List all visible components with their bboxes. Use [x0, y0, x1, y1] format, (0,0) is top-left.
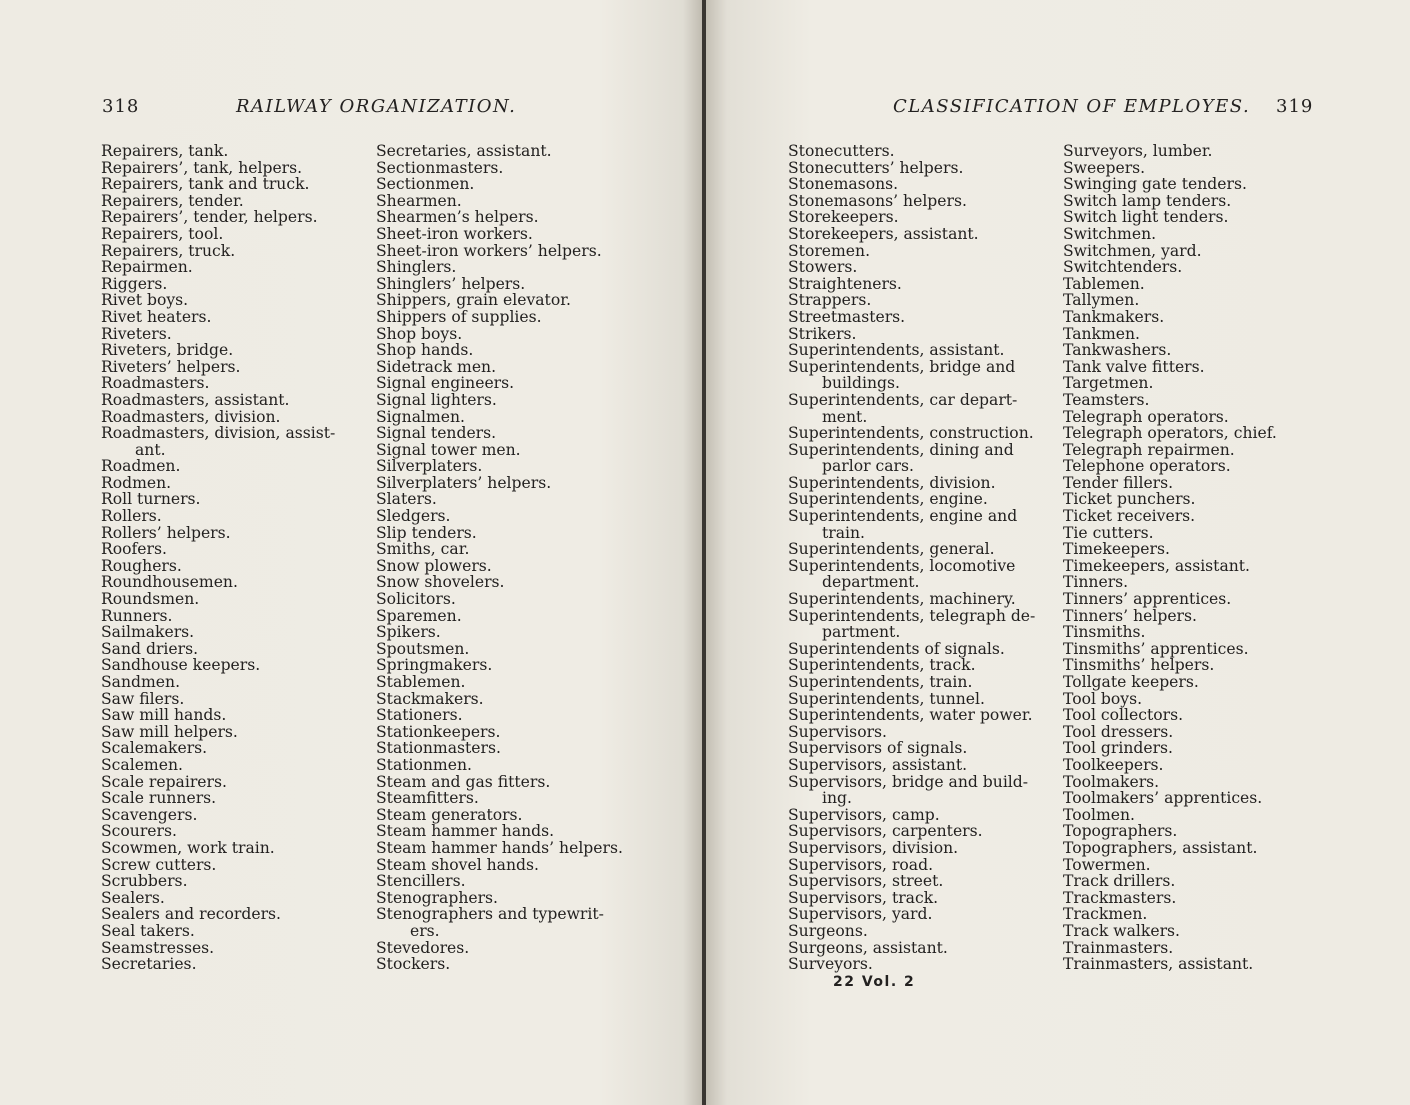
list-item: Signal tenders.: [376, 424, 497, 443]
right-column-2: [1063, 143, 1277, 973]
list-item: parlor cars.: [822, 457, 914, 476]
list-item: Signal engineers.: [376, 374, 515, 393]
list-item: Steam shovel hands.: [376, 855, 539, 874]
list-item: Seal takers.: [101, 921, 195, 940]
list-item: Steam and gas fitters.: [376, 772, 551, 791]
list-item: Riveters’ helpers.: [101, 357, 241, 376]
list-item: Trainmasters, assistant.: [1063, 955, 1254, 974]
list-item: buildings.: [822, 374, 900, 393]
list-item: Topographers.: [1063, 822, 1178, 841]
list-item: Scavengers.: [101, 805, 198, 824]
list-item: ers.: [410, 921, 440, 940]
list-item: Runners.: [101, 606, 173, 625]
list-item: Storemen.: [788, 241, 871, 260]
list-item: Sailmakers.: [101, 623, 195, 642]
right-running-head: CLASSIFICATION OF EMPLOYES.: [893, 96, 1251, 117]
list-item: Scale runners.: [101, 789, 217, 808]
list-item: Saw mill hands.: [101, 706, 227, 725]
list-item: Tool grinders.: [1063, 739, 1174, 758]
list-item: Trainmasters.: [1063, 938, 1174, 957]
list-item: Shippers, grain elevator.: [376, 291, 571, 310]
list-item: Sweepers.: [1063, 158, 1146, 177]
list-item: Supervisors, yard.: [788, 905, 933, 924]
list-item: Stonemasons.: [788, 175, 899, 194]
list-item: Surveyors, lumber.: [1063, 142, 1213, 160]
list-item: Superintendents, bridge and: [788, 357, 1016, 376]
list-item: ant.: [135, 440, 166, 459]
list-item: Repairers’, tank, helpers.: [101, 158, 303, 177]
list-item: Ticket punchers.: [1063, 490, 1196, 509]
list-item: Roadmasters, division.: [101, 407, 281, 426]
list-item: Switchmen, yard.: [1063, 241, 1202, 260]
list-item: Storekeepers, assistant.: [788, 224, 979, 243]
list-item: Telegraph operators.: [1063, 407, 1229, 426]
list-item: Stonecutters.: [788, 142, 895, 160]
list-item: Stationmasters.: [376, 739, 501, 758]
list-item: Rollers.: [101, 507, 162, 526]
list-item: train.: [822, 523, 866, 542]
list-item: Targetmen.: [1063, 374, 1154, 393]
list-item: Supervisors, camp.: [788, 805, 940, 824]
list-item: Silverplaters’ helpers.: [376, 473, 552, 492]
list-item: Switch lamp tenders.: [1063, 191, 1232, 210]
list-item: Sealers.: [101, 888, 165, 907]
list-item: Stationers.: [376, 706, 463, 725]
list-item: Stockers.: [376, 955, 451, 974]
list-item: Supervisors, bridge and build-: [788, 772, 1029, 791]
list-item: Tank valve fitters.: [1063, 357, 1205, 376]
list-item: ing.: [822, 789, 852, 808]
list-item: Snow shovelers.: [376, 573, 505, 592]
list-item: Supervisors, track.: [788, 888, 939, 907]
list-item: Superintendents, train.: [788, 673, 973, 691]
list-item: Silverplaters.: [376, 457, 483, 476]
list-item: Solicitors.: [376, 590, 456, 609]
list-item: Telegraph operators, chief.: [1063, 424, 1277, 443]
list-item: Slip tenders.: [376, 523, 477, 542]
list-item: Springmakers.: [376, 656, 493, 675]
list-item: ment.: [822, 407, 868, 426]
list-item: Tinsmiths’ helpers.: [1063, 656, 1215, 675]
list-item: Signalmen.: [376, 407, 465, 426]
left-running-head: RAILWAY ORGANIZATION.: [236, 96, 517, 117]
list-item: Secretaries, assistant.: [376, 142, 552, 160]
list-item: Scale repairers.: [101, 772, 227, 791]
list-item: Toolmakers’ apprentices.: [1063, 789, 1263, 808]
list-item: Swinging gate tenders.: [1063, 175, 1247, 194]
list-item: Stonemasons’ helpers.: [788, 191, 967, 210]
list-item: Toolmen.: [1063, 805, 1135, 824]
list-item: Sheet-iron workers.: [376, 224, 533, 243]
list-item: Rivet boys.: [101, 291, 189, 310]
list-item: Repairmen.: [101, 258, 193, 277]
list-item: Scrubbers.: [101, 872, 188, 891]
list-item: Tallymen.: [1063, 291, 1140, 310]
list-item: Sectionmen.: [376, 175, 475, 194]
list-item: Screw cutters.: [101, 855, 217, 874]
list-item: Sealers and recorders.: [101, 905, 281, 924]
list-item: Teamsters.: [1063, 390, 1150, 409]
list-item: Tool boys.: [1063, 689, 1143, 708]
list-item: Supervisors, road.: [788, 855, 934, 874]
list-item: Storekeepers.: [788, 208, 899, 227]
list-item: Seamstresses.: [101, 938, 215, 957]
list-item: Roll turners.: [101, 490, 201, 509]
list-item: Superintendents, construction.: [788, 424, 1034, 443]
list-item: Supervisors, division.: [788, 838, 959, 857]
list-item: Superintendents, track.: [788, 656, 976, 675]
right-page-number: 319: [1276, 96, 1314, 117]
list-item: Supervisors of signals.: [788, 739, 968, 758]
list-item: Surveyors.: [788, 955, 873, 974]
list-item: Tender fillers.: [1063, 473, 1174, 492]
list-item: Smiths, car.: [376, 540, 470, 559]
list-item: Riveters.: [101, 324, 172, 343]
list-item: Sand driers.: [101, 639, 199, 658]
list-item: Superintendents, locomotive: [788, 556, 1016, 575]
list-item: Steam hammer hands’ helpers.: [376, 838, 623, 857]
right-page: [706, 0, 1410, 1105]
list-item: Sheet-iron workers’ helpers.: [376, 241, 602, 260]
list-item: Stackmakers.: [376, 689, 484, 708]
list-item: Repairers, truck.: [101, 241, 236, 260]
list-item: Superintendents, dining and: [788, 440, 1014, 459]
signature-mark: 22 Vol. 2: [833, 974, 916, 990]
list-item: Stevedores.: [376, 938, 470, 957]
list-item: Riggers.: [101, 274, 168, 293]
left-header: [0, 96, 704, 120]
list-item: Steam generators.: [376, 805, 523, 824]
list-item: Stowers.: [788, 258, 858, 277]
list-item: Roadmen.: [101, 457, 181, 476]
list-item: Riveters, bridge.: [101, 341, 234, 360]
list-item: Stencillers.: [376, 872, 466, 891]
list-item: Stationmen.: [376, 755, 472, 774]
list-item: Superintendents, tunnel.: [788, 689, 985, 708]
list-item: Roadmasters.: [101, 374, 210, 393]
list-item: Tankwashers.: [1063, 341, 1172, 360]
list-item: Signal lighters.: [376, 390, 497, 409]
list-item: Ticket receivers.: [1063, 507, 1196, 526]
list-item: Tinners’ helpers.: [1063, 606, 1197, 625]
list-item: Superintendents, telegraph de-: [788, 606, 1036, 625]
list-item: Repairers, tool.: [101, 224, 224, 243]
list-item: Superintendents, assistant.: [788, 341, 1005, 360]
list-item: Timekeepers.: [1063, 540, 1170, 559]
list-item: Repairers, tender.: [101, 191, 244, 210]
list-item: Spikers.: [376, 623, 441, 642]
list-item: Switchtenders.: [1063, 258, 1183, 277]
list-item: Roughers.: [101, 556, 182, 575]
list-item: Rivet heaters.: [101, 307, 212, 326]
list-item: Shearmen’s helpers.: [376, 208, 539, 227]
list-item: Superintendents of signals.: [788, 639, 1005, 658]
list-item: Surgeons.: [788, 921, 868, 940]
list-item: Superintendents, car depart-: [788, 390, 1018, 409]
list-item: Superintendents, division.: [788, 473, 996, 492]
list-item: Track walkers.: [1063, 921, 1181, 940]
list-item: Tinsmiths’ apprentices.: [1063, 639, 1249, 658]
list-item: Supervisors, carpenters.: [788, 822, 983, 841]
list-item: Shop boys.: [376, 324, 463, 343]
list-item: Superintendents, general.: [788, 540, 995, 559]
list-item: Steamfitters.: [376, 789, 479, 808]
list-item: partment.: [822, 623, 901, 642]
list-item: Supervisors, street.: [788, 872, 944, 891]
list-item: Superintendents, water power.: [788, 706, 1033, 725]
list-item: Rollers’ helpers.: [101, 523, 231, 542]
list-item: Stenographers and typewrit-: [376, 905, 604, 924]
list-item: Sledgers.: [376, 507, 451, 526]
list-item: Stablemen.: [376, 673, 466, 691]
list-item: Topographers, assistant.: [1063, 838, 1258, 857]
list-item: Tankmen.: [1063, 324, 1140, 343]
right-column-1: [788, 143, 1035, 973]
list-item: Saw filers.: [101, 689, 185, 708]
list-item: Supervisors.: [788, 722, 887, 741]
list-item: Shinglers’ helpers.: [376, 274, 526, 293]
list-item: Stonecutters’ helpers.: [788, 158, 964, 177]
list-item: Strikers.: [788, 324, 857, 343]
right-header: [706, 96, 1410, 120]
list-item: Repairers’, tender, helpers.: [101, 208, 318, 227]
left-column-1: [101, 143, 335, 973]
list-item: Tablemen.: [1063, 274, 1145, 293]
list-item: Scourers.: [101, 822, 177, 841]
list-item: Rodmen.: [101, 473, 172, 492]
list-item: Scalemakers.: [101, 739, 208, 758]
left-page-number: 318: [102, 96, 140, 117]
list-item: Trackmen.: [1063, 905, 1148, 924]
list-item: Scowmen, work train.: [101, 838, 275, 857]
list-item: Scalemen.: [101, 755, 183, 774]
list-item: Roadmasters, assistant.: [101, 390, 290, 409]
list-item: Switchmen.: [1063, 224, 1157, 243]
list-item: Sidetrack men.: [376, 357, 497, 376]
list-item: Roofers.: [101, 540, 167, 559]
list-item: Roundhousemen.: [101, 573, 238, 592]
list-item: Steam hammer hands.: [376, 822, 555, 841]
list-item: Track drillers.: [1063, 872, 1176, 891]
list-item: Tinners’ apprentices.: [1063, 590, 1232, 609]
list-item: Shop hands.: [376, 341, 474, 360]
list-item: Supervisors, assistant.: [788, 755, 968, 774]
list-item: Streetmasters.: [788, 307, 906, 326]
list-item: Tinsmiths.: [1063, 623, 1146, 642]
list-item: Stenographers.: [376, 888, 499, 907]
left-page: [0, 0, 704, 1105]
list-item: Trackmasters.: [1063, 888, 1177, 907]
list-item: Superintendents, engine.: [788, 490, 988, 509]
list-item: Tool dressers.: [1063, 722, 1174, 741]
list-item: Superintendents, machinery.: [788, 590, 1016, 609]
list-item: Saw mill helpers.: [101, 722, 238, 741]
left-column-2: [376, 143, 623, 973]
list-item: Repairers, tank.: [101, 142, 229, 160]
list-item: Towermen.: [1063, 855, 1151, 874]
list-item: Toolmakers.: [1063, 772, 1160, 791]
list-item: Strappers.: [788, 291, 872, 310]
list-item: Straighteners.: [788, 274, 902, 293]
list-item: Secretaries.: [101, 955, 197, 974]
list-item: department.: [822, 573, 920, 592]
list-item: Sandhouse keepers.: [101, 656, 261, 675]
list-item: Sandmen.: [101, 673, 181, 691]
list-item: Spoutsmen.: [376, 639, 470, 658]
list-item: Tie cutters.: [1063, 523, 1154, 542]
list-item: Sparemen.: [376, 606, 462, 625]
list-item: Stationkeepers.: [376, 722, 501, 741]
list-item: Shearmen.: [376, 191, 462, 210]
list-item: Shinglers.: [376, 258, 457, 277]
list-item: Snow plowers.: [376, 556, 492, 575]
list-item: Roadmasters, division, assist-: [101, 424, 336, 443]
list-item: Surgeons, assistant.: [788, 938, 948, 957]
list-item: Shippers of supplies.: [376, 307, 542, 326]
list-item: Tollgate keepers.: [1063, 673, 1199, 691]
list-item: Telephone operators.: [1063, 457, 1231, 476]
list-item: Roundsmen.: [101, 590, 200, 609]
list-item: Signal tower men.: [376, 440, 521, 459]
list-item: Repairers, tank and truck.: [101, 175, 310, 194]
list-item: Tool collectors.: [1063, 706, 1184, 725]
list-item: Slaters.: [376, 490, 437, 509]
list-item: Timekeepers, assistant.: [1063, 556, 1251, 575]
list-item: Toolkeepers.: [1063, 755, 1164, 774]
list-item: Tankmakers.: [1063, 307, 1165, 326]
list-item: Sectionmasters.: [376, 158, 504, 177]
list-item: Tinners.: [1063, 573, 1129, 592]
list-item: Superintendents, engine and: [788, 507, 1018, 526]
list-item: Telegraph repairmen.: [1063, 440, 1235, 459]
list-item: Switch light tenders.: [1063, 208, 1229, 227]
